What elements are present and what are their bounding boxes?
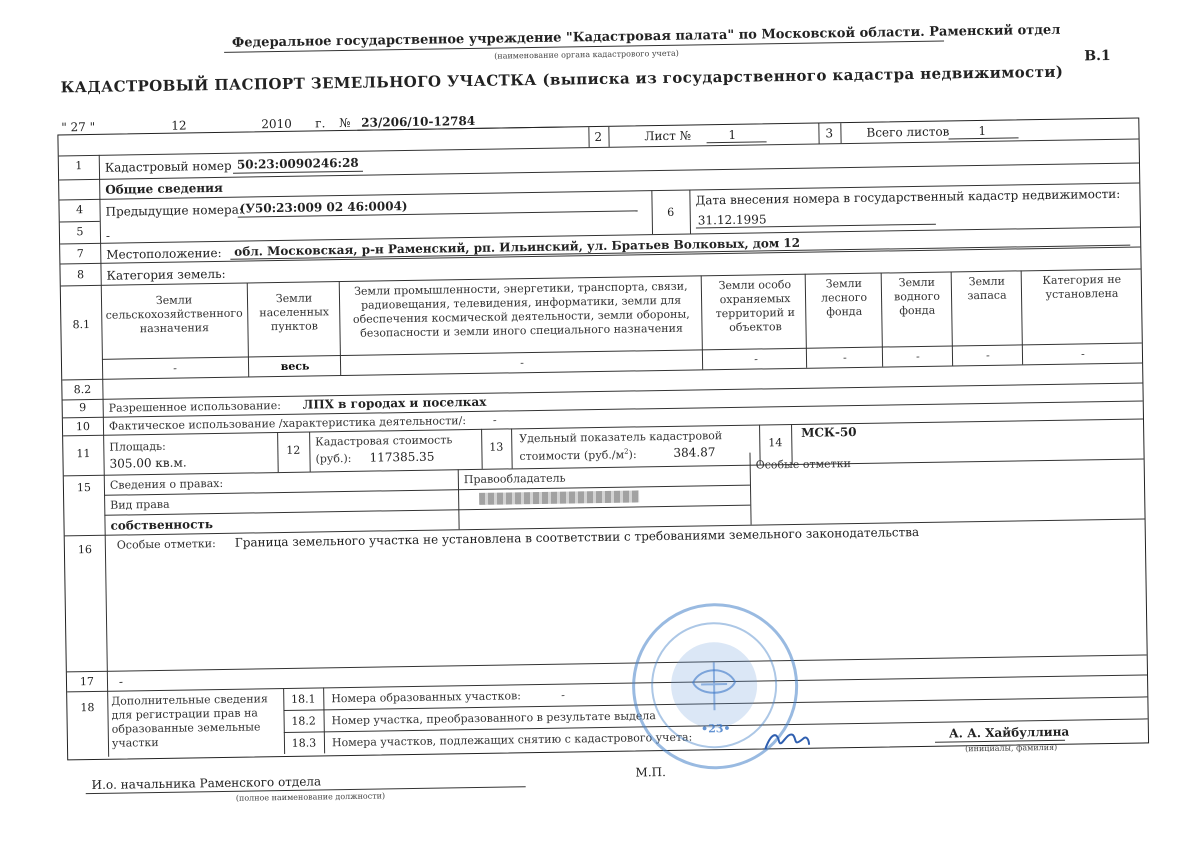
category-value-protected: - [754,352,758,366]
row-number-4: 4 [75,203,84,217]
transformed-plot-label: Номер участка, преобразованного в результате выдела [331,709,656,728]
category-value-water: - [916,349,920,364]
category-header-settlements: Земли населенных пунктов [259,291,330,334]
right-type-label: Вид права [110,497,170,512]
row-number-10: 10 [75,420,91,434]
category-header-industry: Земли промышленности, энергетики, транспорта, связи, радиовещания, телевидения, информатики, земли для обеспечения космической деятельности, земли обороны, безопасности и земли иного специального назначения [352,279,690,340]
document-number: 23/206/10-12784 [361,113,476,130]
signer-position-note: (полное наименование должности) [235,791,386,803]
date-month: 12 [171,118,187,133]
cadastral-number-label: Кадастровый номер [104,158,232,175]
row-number-8-1: 8.1 [72,317,91,332]
row-number-18-3: 18.3 [291,736,317,750]
row-number-12: 12 [286,443,301,457]
category-value-agricultural: - [173,361,178,375]
sheet-label: Лист № [644,128,692,144]
document-title: КАДАСТРОВЫЙ ПАСПОРТ ЗЕМЕЛЬНОГО УЧАСТКА (выписка из государственного кадастра недвижимости) [60,62,1064,97]
location-value: обл. Московская, р-н Раменский, рп. Ильинский, ул. Братьев Волковых, дом 12 [234,235,801,259]
number-sign: № [339,115,351,131]
row-number-1: 1 [75,159,83,173]
signer-note: (инициалы, фамилия) [965,742,1058,754]
row-number-18-2: 18.2 [291,714,316,728]
row-5-value: - [105,228,111,243]
seal-number: •23• [701,721,731,736]
category-value-unset: - [1080,347,1085,361]
row-number-7: 7 [76,247,84,261]
row-number-16: 16 [77,542,93,557]
permitted-use-value: ЛПХ в городах и поселках [302,394,487,412]
coordinate-system-value: МСК-50 [801,424,857,440]
registration-date-label: Дата внесения номера в государственный кадастр недвижимости: [695,186,1121,208]
category-header-protected: Земли особо охраняемых территорий и объектов [715,277,795,334]
category-header-unset: Категория не установлена [1042,272,1122,301]
row-number-18-1: 18.1 [290,692,316,706]
cadastral-value-amount: 117385.35 [369,449,435,465]
plots-to-remove-label: Номера участков, подлежащих снятию с кадастрового учета: [331,730,693,750]
row-number-11: 11 [76,447,91,461]
signer-name: А. А. Хайбуллина [948,724,1070,741]
location-label: Местоположение: [106,245,222,262]
category-value-settlements: весь [280,359,310,374]
cell-3: 3 [825,126,834,141]
row-number-5: 5 [76,225,84,239]
row-number-9: 9 [79,401,87,415]
passport-table [57,117,1149,760]
row-number-17: 17 [79,674,95,689]
special-notes-16-label: Особые отметки: [116,537,216,552]
formed-plots-label: Номера образованных участков: [331,689,522,706]
unit-value-amount: 384.87 [673,445,716,460]
organization-name: Федеральное государственное учреждение "Кадастровая палата" по Московской области. Раменский отдел [231,22,1061,51]
unit-value-label: Удельный показатель кадастровой [519,429,723,446]
category-value-reserve: - [986,348,990,362]
row-17-value: - [118,674,124,689]
row-number-13: 13 [489,440,504,454]
category-header-reserve: Земли запаса [967,274,1007,303]
row-number-15: 15 [76,481,92,495]
row-number-8-2: 8.2 [73,382,92,397]
previous-numbers-value: (У50:23:009 02 46:0004) [239,198,408,216]
form-code: В.1 [1084,47,1111,65]
unit-value-label-2: стоимости $(руб./м^2)$: [519,447,637,463]
row-number-18: 18 [80,700,95,715]
category-value-forest: - [843,351,847,365]
sheet-number: 1 [728,127,737,142]
right-type-value: собственность [110,517,214,533]
previous-numbers-label: Предыдущие номера: [105,202,243,219]
seal-place: М.П. [635,765,666,780]
date-year: 2010 [261,116,292,132]
cadastral-value-unit: (руб.): [315,451,352,466]
signature-mark [763,727,811,754]
actual-use-label: Фактическое использование /характеристика деятельности/: [108,414,467,433]
organization-note: (наименование органа кадастрового учета) [494,48,679,61]
category-header-water: Земли водного фонда [893,275,941,318]
category-header-agricultural: Земли сельскохозяйственного назначения [105,293,243,336]
cadastral-value-label: Кадастровая стоимость [315,433,453,449]
cell-2: 2 [594,129,603,145]
general-section-title: Общие сведения [105,180,223,197]
row-number-8: 8 [76,268,85,282]
total-sheets-label: Всего листов [866,124,950,140]
owner-label: Правообладатель [463,471,566,487]
row-number-14: 14 [768,436,783,450]
formed-plots-value: - [561,688,566,702]
additional-info-label: Дополнительные сведения для регистрации прав на образованные земельные участки [111,692,268,750]
owner-redacted-value [479,490,639,505]
special-notes-label: Особые отметки [755,457,852,472]
special-notes-16-value: Граница земельного участка не установлена в соответствии с требованиями земельного законодательства [234,525,920,550]
row-number-6: 6 [667,205,675,219]
total-sheets-number: 1 [978,123,987,139]
category-header-forest: Земли лесного фонда [820,276,868,319]
signer-position: И.о. начальника Раменского отдела [91,774,322,793]
area-value: 305.00 кв.м. [109,455,187,471]
area-label: Площадь: [109,439,166,454]
permitted-use-label: Разрешенное использование: [108,399,281,415]
land-category-label: Категория земель: [106,266,226,283]
cadastral-number-value: 50:23:0090246:28 [236,155,359,172]
actual-use-value: - [492,413,497,427]
category-value-industry: - [520,356,524,370]
registration-date-value: 31.12.1995 [697,212,767,228]
rights-label: Сведения о правах: [109,476,224,492]
date-year-suffix: г. [315,116,326,131]
date-day: " 27 " [61,119,96,135]
